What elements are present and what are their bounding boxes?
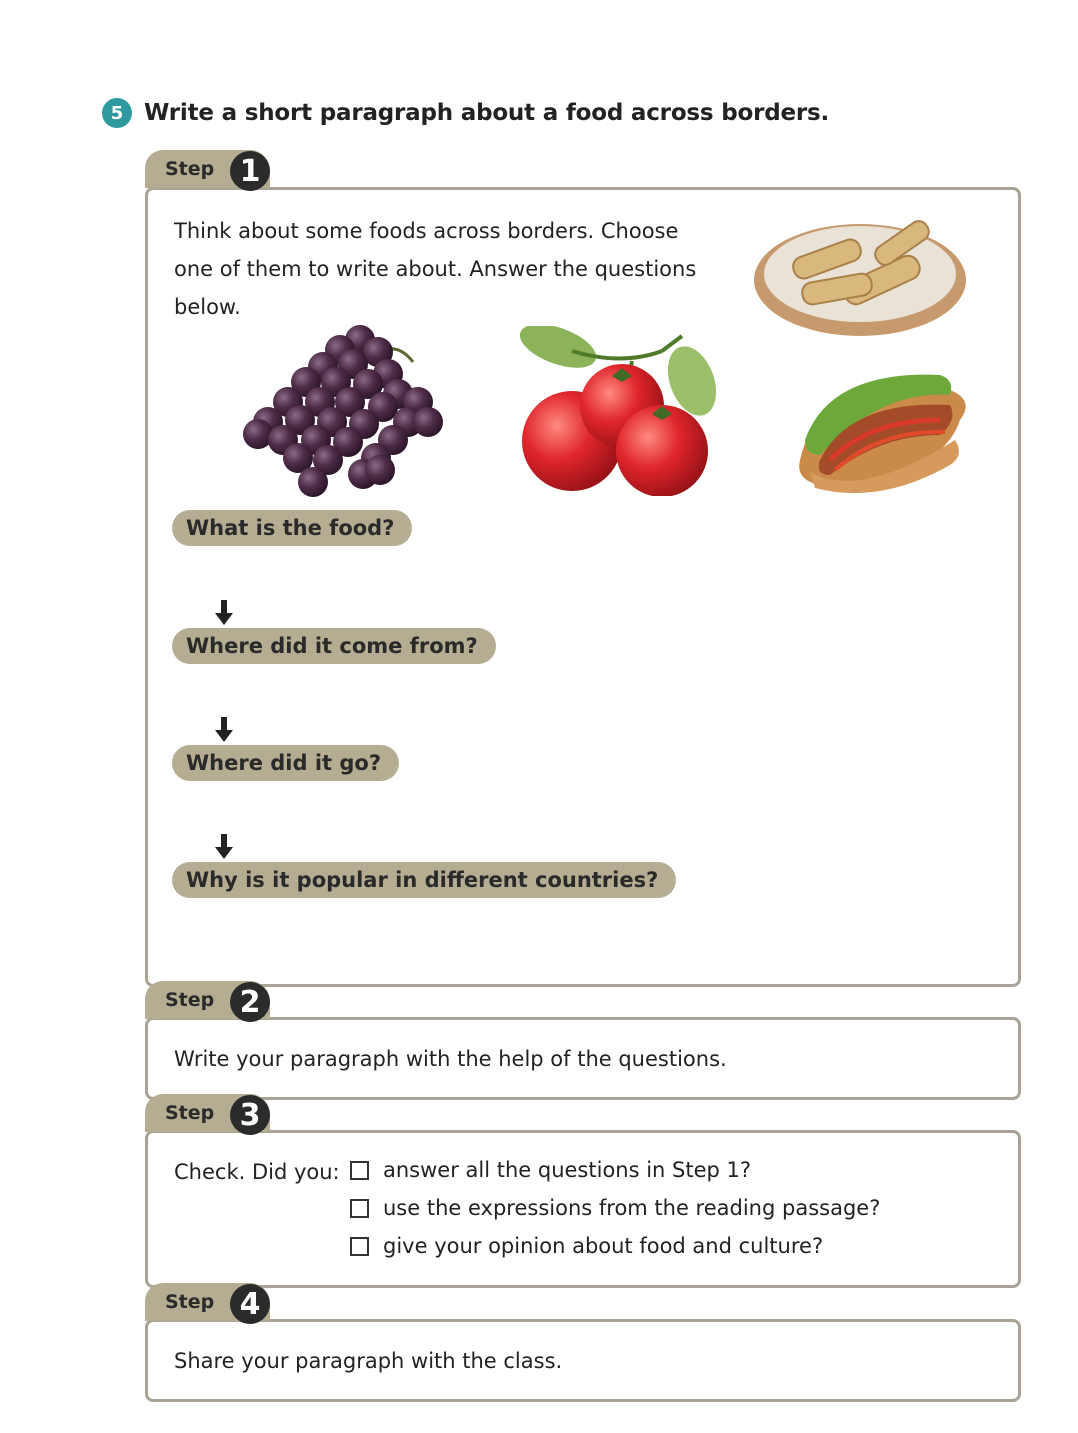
step-number: 2 [230,982,270,1022]
task-number-badge: 5 [102,98,132,128]
spring-rolls-image [752,208,974,340]
down-arrow-icon [214,600,234,626]
down-arrow-icon [214,834,234,860]
step-number: 1 [230,151,270,191]
checklist-label: give your opinion about food and culture? [383,1234,824,1258]
instruction-line: below. [174,295,241,319]
instruction-line: Think about some foods across borders. Choose [174,219,679,243]
hot-dog-image [790,360,970,500]
task-title: Write a short paragraph about a food across borders. [144,100,830,126]
step-4-text: Share your paragraph with the class. [174,1349,563,1373]
instruction-line: one of them to write about. Answer the questions [174,257,697,281]
step-2-tab [145,981,270,1019]
step-4-tab [145,1283,270,1321]
checkbox[interactable] [350,1237,369,1256]
checkbox[interactable] [350,1199,369,1218]
question-food: What is the food? [172,510,412,546]
checklist-item[interactable] [350,1196,880,1220]
grape [365,455,395,485]
checkbox[interactable] [350,1161,369,1180]
step-number: 3 [230,1095,270,1135]
checklist-label: use the expressions from the reading passage? [383,1196,881,1220]
question-popularity: Why is it popular in different countries? [172,862,676,898]
down-arrow-icon [214,717,234,743]
step-label: Step [165,158,215,180]
grapes-image [228,322,450,500]
question-origin: Where did it come from? [172,628,496,664]
question-destination: Where did it go? [172,745,399,781]
step-label: Step [165,1291,215,1313]
step-4-box [145,1319,1021,1402]
checklist-label: answer all the questions in Step 1? [383,1158,752,1182]
grape [243,419,273,449]
step-1-instructions [174,212,696,326]
step-2-box [145,1017,1021,1100]
step-number: 4 [230,1284,270,1324]
step-1-tab [145,150,270,188]
step-label: Step [165,1102,215,1124]
task-header [102,98,829,128]
tomatoes-image [512,326,718,496]
step-3-prompt: Check. Did you: [174,1160,340,1184]
checklist-item[interactable] [350,1234,823,1258]
grape [298,467,328,497]
step-3-tab [145,1094,270,1132]
step-label: Step [165,989,215,1011]
step-2-text: Write your paragraph with the help of the questions. [174,1047,727,1071]
grape [413,407,443,437]
checklist-item[interactable] [350,1158,751,1182]
